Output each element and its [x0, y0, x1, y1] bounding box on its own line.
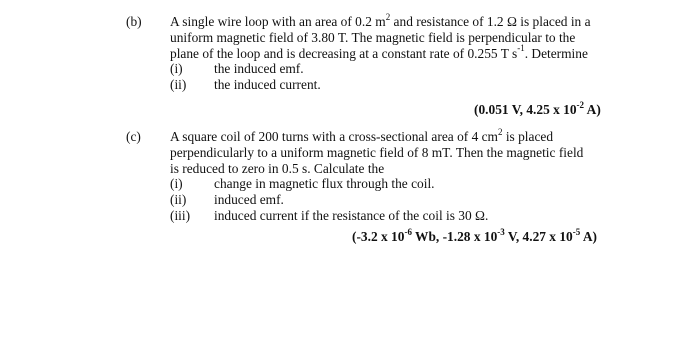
question-b-part-ii: (ii) the induced current.: [170, 77, 321, 93]
question-c-line-1: A square coil of 200 turns with a cross-sectional area of 4 $cm^2$ is placed: [170, 126, 554, 144]
question-c-part-iii: (iii) induced current if the resistance of the coil is 30 Ω.: [170, 207, 489, 223]
question-b-part-i: (i) the induced emf.: [170, 61, 304, 77]
question-c-body: [170, 126, 630, 224]
question-c-line-3: is reduced to zero in 0.5 s. Calculate the: [170, 160, 385, 176]
question-c-label: (c): [126, 129, 141, 144]
question-c-part-ii: (ii) induced emf.: [170, 192, 284, 208]
question-b-line-3: plane of the loop and is decreasing at a constant rate of 0.255 T $s^{-1}$. Determine: [170, 43, 588, 61]
question-c-part-i: (i) change in magnetic flux through the coil.: [170, 176, 435, 192]
question-b-label: (b): [126, 14, 142, 29]
question-b-answer: (0.051 V, 4.25 x $10^{-2}$ A): [474, 99, 601, 117]
question-b-body: [170, 11, 630, 93]
question-c-line-2: perpendicularly to a uniform magnetic field of 8 mT. Then the magnetic field: [170, 144, 584, 160]
question-c-answer: (-3.2 x $10^{-6}$ Wb, -1.28 x $10^{-3}$ V, 4.27 x $10^{-5}$ A): [352, 226, 597, 244]
question-b-line-1: A single wire loop with an area of 0.2 $m^2$ and resistance of 1.2 Ω is placed in a: [170, 11, 591, 29]
question-b-line-2: uniform magnetic field of 3.80 T. The magnetic field is perpendicular to the: [170, 29, 576, 45]
